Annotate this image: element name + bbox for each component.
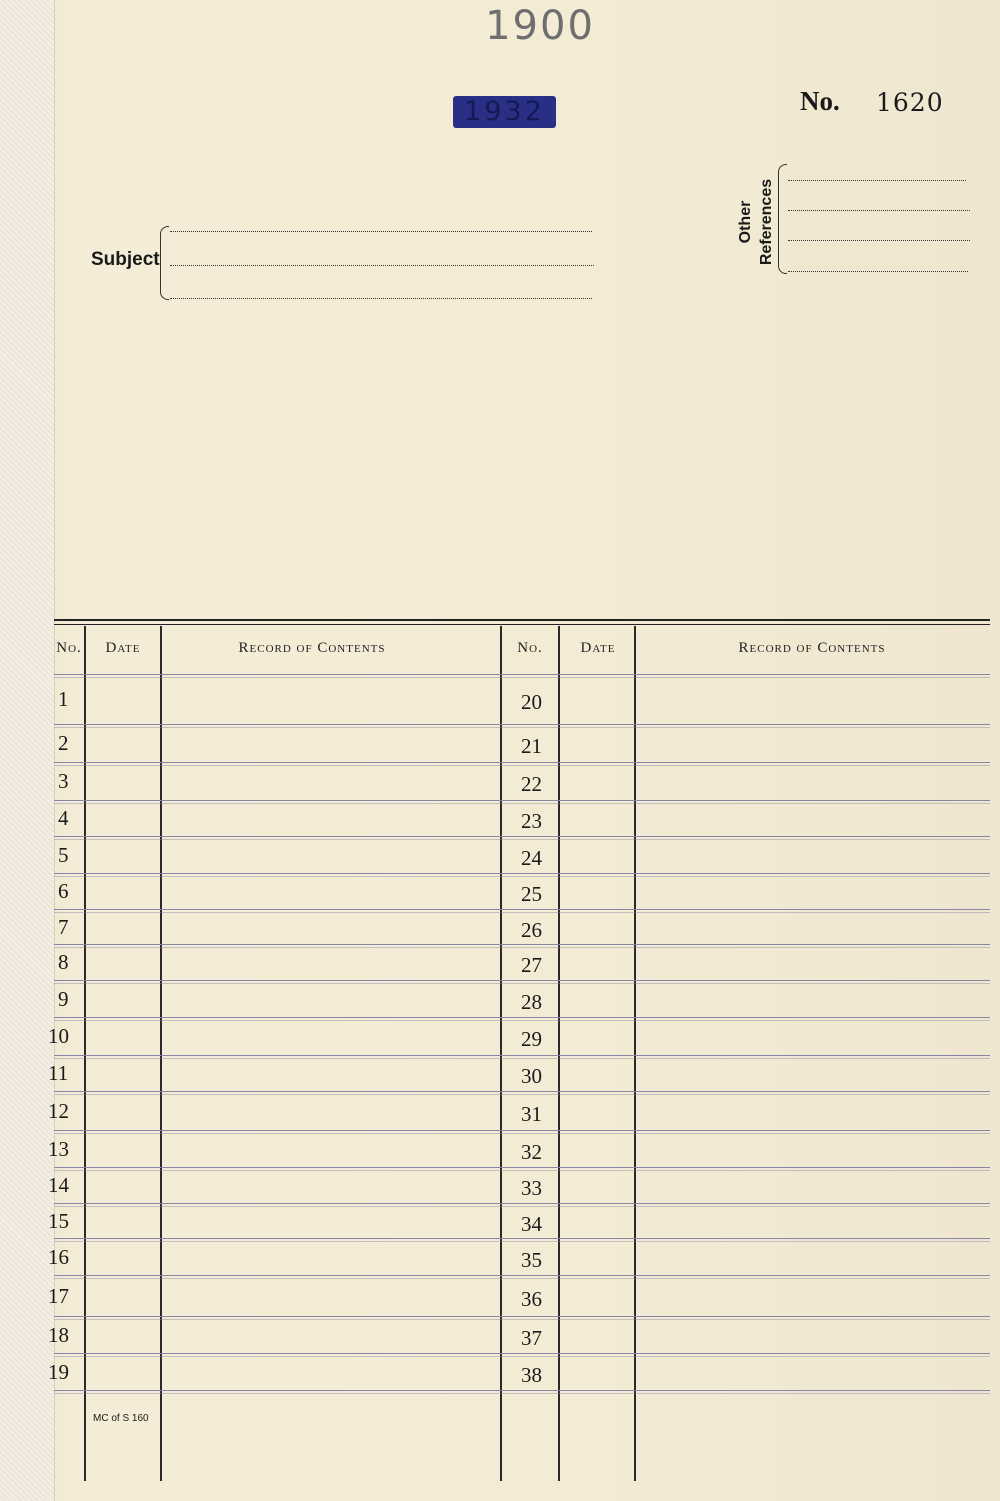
row-rule-secondary [54,765,990,766]
other-references-line-1: Other [737,200,754,244]
row-rule [54,1167,990,1168]
row-number-right: 30 [521,1064,542,1088]
row-number-left: 13 [48,1136,69,1161]
row-rule [54,836,990,837]
row-number-right: 34 [521,1211,542,1236]
header-record-right: Record of Contents [738,640,886,656]
row-rule-secondary [54,1393,990,1394]
row-rule-secondary [54,1094,990,1095]
row-rule [54,944,990,945]
row-rule-secondary [54,1058,990,1059]
row-number-left: 12 [48,1098,69,1123]
row-number-left: 15 [48,1208,69,1233]
row-number-left: 1 [58,687,69,711]
row-rule-secondary [54,1170,990,1171]
row-rule [54,724,990,725]
row-number-left: 4 [58,806,69,830]
subject-brace [160,226,169,300]
row-rule-secondary [54,947,990,948]
row-number-right: 35 [521,1247,542,1272]
file-number-value: 1620 [876,88,944,117]
row-number-left: 10 [48,1024,69,1048]
row-rule [54,1203,990,1204]
row-rule [54,1055,990,1056]
row-number-right: 24 [521,845,542,870]
row-rule-secondary [54,1206,990,1207]
row-number-right: 23 [521,809,542,833]
row-number-right: 27 [521,953,542,977]
table-top-rule [54,619,990,621]
form-code: MC of S 160 [93,1413,149,1424]
header-date-left: Date [105,640,141,656]
subject-line-1[interactable] [170,231,592,232]
row-number-left: 9 [58,986,69,1011]
other-references-line-2: References [758,178,775,266]
row-rule [54,800,990,801]
row-number-right: 29 [521,1027,542,1051]
header-no-left: No. [56,640,82,656]
row-number-right: 33 [521,1176,542,1200]
row-rule-secondary [54,839,990,840]
row-rule [54,1130,990,1131]
row-number-right: 26 [521,917,542,942]
row-number-right: 28 [521,989,542,1014]
row-rule [54,1275,990,1276]
reference-line-2[interactable] [788,210,970,211]
row-rule-secondary [54,1241,990,1242]
row-number-right: 31 [521,1101,542,1126]
binding-spine [0,0,55,1501]
subject-label: Subject [91,249,160,270]
row-number-left: 17 [48,1283,69,1308]
row-number-left: 16 [48,1244,69,1269]
reference-line-3[interactable] [788,240,970,241]
other-references-label [735,172,779,272]
row-rule-secondary [54,1319,990,1320]
row-number-right: 36 [521,1286,542,1311]
row-rule [54,980,990,981]
ink-year-stamp: 1932 [453,96,556,128]
row-rule-secondary [54,727,990,728]
row-rule [54,1390,990,1391]
row-number-right: 25 [521,882,542,906]
row-number-right: 37 [521,1325,542,1350]
row-rule [54,909,990,910]
row-rule [54,674,990,675]
row-number-left: 11 [48,1061,69,1085]
row-rule-secondary [54,876,990,877]
row-rule [54,873,990,874]
header-no-right: No. [517,640,543,656]
row-number-left: 2 [58,731,69,755]
row-number-right: 32 [521,1139,542,1164]
table-top-rule-thin [54,624,990,625]
row-number-right: 20 [521,690,542,714]
row-number-left: 6 [58,879,69,903]
row-number-left: 5 [58,842,69,867]
reference-line-1[interactable] [788,180,966,181]
row-number-left: 14 [48,1173,69,1197]
row-number-right: 21 [521,734,542,758]
other-references-brace [778,164,787,274]
row-rule-secondary [54,1020,990,1021]
row-rule-secondary [54,803,990,804]
row-number-left: 18 [48,1322,69,1347]
row-rule [54,1017,990,1018]
row-number-left: 7 [58,914,69,939]
row-rule-secondary [54,1278,990,1279]
row-rule-secondary [54,912,990,913]
subject-line-2[interactable] [170,265,594,266]
row-rule [54,1353,990,1354]
row-rule-secondary [54,983,990,984]
row-rule-secondary [54,1133,990,1134]
row-rule [54,1091,990,1092]
row-number-left: 3 [58,769,69,793]
row-rule [54,1238,990,1239]
stamped-year: 1900 [485,3,595,49]
row-number-left: 19 [48,1359,69,1384]
row-number-right: 38 [521,1362,542,1387]
reference-line-4[interactable] [788,271,968,272]
row-rule-secondary [54,677,990,678]
row-rule [54,1316,990,1317]
file-number-label: No. [800,86,840,116]
row-number-right: 22 [521,772,542,796]
row-rule-secondary [54,1356,990,1357]
row-rule [54,762,990,763]
header-date-right: Date [580,640,616,656]
header-record-left: Record of Contents [238,640,386,656]
row-number-left: 8 [58,950,69,974]
subject-line-3[interactable] [170,298,592,299]
